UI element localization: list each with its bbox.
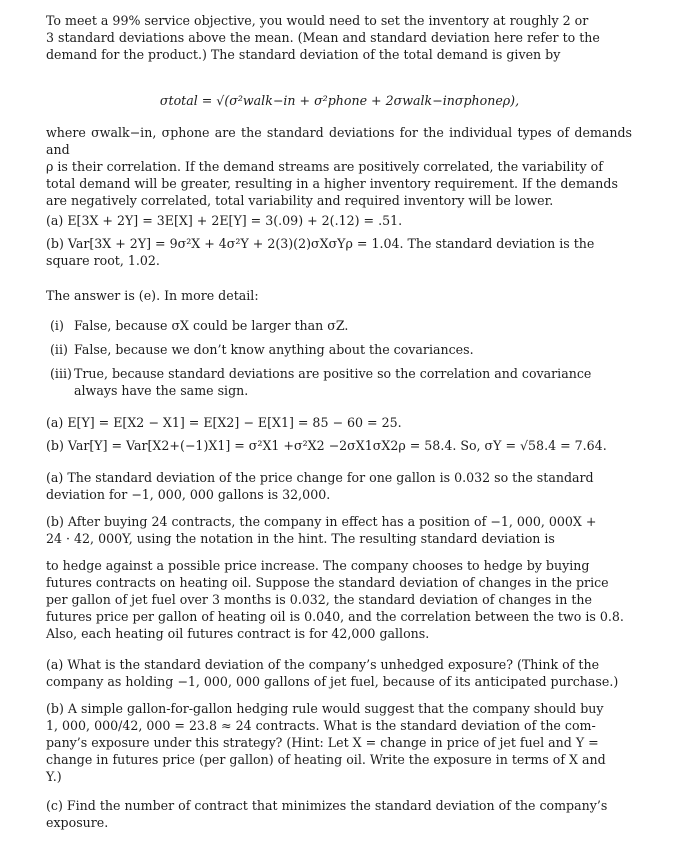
variance-line: (b) Var[3X + 2Y] = 9σ²X + 4σ²Y + 2(3)(2)σXσYρ = 1.04. The standard deviation is the [46, 236, 595, 251]
question-line: 1, 000, 000/42, 000 = 23.8 ≈ 24 contracts. What is the standard deviation of the com- [46, 718, 596, 733]
question-line: (a) What is the standard deviation of the company’s unhedged exposure? (Think of the [46, 657, 600, 672]
difference-variance: (b) Var[Y] = Var[X2+(−1)X1] = σ²X1 +σ²X2 −2σX1σX2ρ = 58.4. So, σY = √58.4 = 7.64. [46, 438, 607, 453]
answer-item-ii [50, 341, 632, 358]
question-line: change in futures price (per gallon) of heating oil. Write the exposure in terms of X and [46, 752, 606, 767]
item-text: True, because standard deviations are positive so the correlation and covariance [74, 366, 592, 381]
question-line: exposure. [46, 815, 109, 830]
explanation-paragraph [46, 124, 632, 209]
intro-paragraph [46, 12, 632, 63]
question-line: (b) A simple gallon-for-gallon hedging rule would suggest that the company should buy [46, 701, 604, 716]
intro-line: demand for the product.) The standard deviation of the total demand is given by [46, 47, 561, 62]
hedge-line: futures contracts on heating oil. Suppose the standard deviation of changes in the price [46, 575, 609, 590]
item-text: False, because σX could be larger than σZ. [74, 318, 349, 333]
item-text-continued: always have the same sign. [74, 383, 249, 398]
question-a [46, 656, 632, 690]
price-part-b [46, 513, 632, 547]
price-line: (b) After buying 24 contracts, the company in effect has a position of −1, 000, 000X + [46, 514, 597, 529]
answer-intro: The answer is (e). In more detail: [46, 288, 259, 303]
price-part-a [46, 469, 632, 503]
hedge-line: Also, each heating oil futures contract is for 42,000 gallons. [46, 626, 430, 641]
question-line: Y.) [46, 769, 62, 784]
intro-line: To meet a 99% service objective, you would need to set the inventory at roughly 2 or [46, 13, 589, 28]
item-number: (ii) [50, 342, 68, 357]
question-c [46, 797, 632, 831]
expectation-part-a: (a) E[3X + 2Y] = 3E[X] + 2E[Y] = 3(.09) + 2(.12) = .51. [46, 213, 403, 228]
explanation-line: where σwalk−in, σphone are the standard deviations for the individual types of demands and [46, 125, 632, 157]
hedge-line: per gallon of jet fuel over 3 months is 0.032, the standard deviation of changes in the [46, 592, 592, 607]
hedge-line: to hedge against a possible price increase. The company chooses to hedge by buying [46, 558, 590, 573]
item-number: (iii) [50, 366, 72, 381]
answer-item-i [50, 317, 632, 334]
hedge-line: futures price per gallon of heating oil is 0.040, and the correlation between the two is 0.8. [46, 609, 624, 624]
item-number: (i) [50, 318, 64, 333]
price-line: deviation for −1, 000, 000 gallons is 32,000. [46, 487, 331, 502]
answer-item-iii [50, 365, 632, 399]
hedge-problem-paragraph [46, 557, 632, 642]
difference-mean: (a) E[Y] = E[X2 − X1] = E[X2] − E[X1] = 85 − 60 = 25. [46, 415, 402, 430]
price-line: 24 · 42, 000Y, using the notation in the hint. The resulting standard deviation is [46, 531, 555, 546]
total-sigma-formula: σtotal = √(σ²walk−in + σ²phone + 2σwalk−inσphoneρ), [159, 93, 520, 108]
question-line: (c) Find the number of contract that minimizes the standard deviation of the company’s [46, 798, 608, 813]
question-b [46, 700, 632, 785]
question-line: pany’s exposure under this strategy? (Hint: Let X = change in price of jet fuel and Y = [46, 735, 599, 750]
variance-part-b [46, 235, 632, 269]
price-line: (a) The standard deviation of the price change for one gallon is 0.032 so the standard [46, 470, 594, 485]
explanation-line: ρ is their correlation. If the demand streams are positively correlated, the variability of [46, 159, 603, 174]
item-text: False, because we don’t know anything about the covariances. [74, 342, 474, 357]
variance-line: square root, 1.02. [46, 253, 160, 268]
intro-line: 3 standard deviations above the mean. (Mean and standard deviation here refer to the [46, 30, 600, 45]
explanation-line: are negatively correlated, total variability and required inventory will be lower. [46, 193, 554, 208]
question-line: company as holding −1, 000, 000 gallons of jet fuel, because of its anticipated purchase.) [46, 674, 619, 689]
explanation-line: total demand will be greater, resulting in a higher inventory requirement. If the demands [46, 176, 618, 191]
